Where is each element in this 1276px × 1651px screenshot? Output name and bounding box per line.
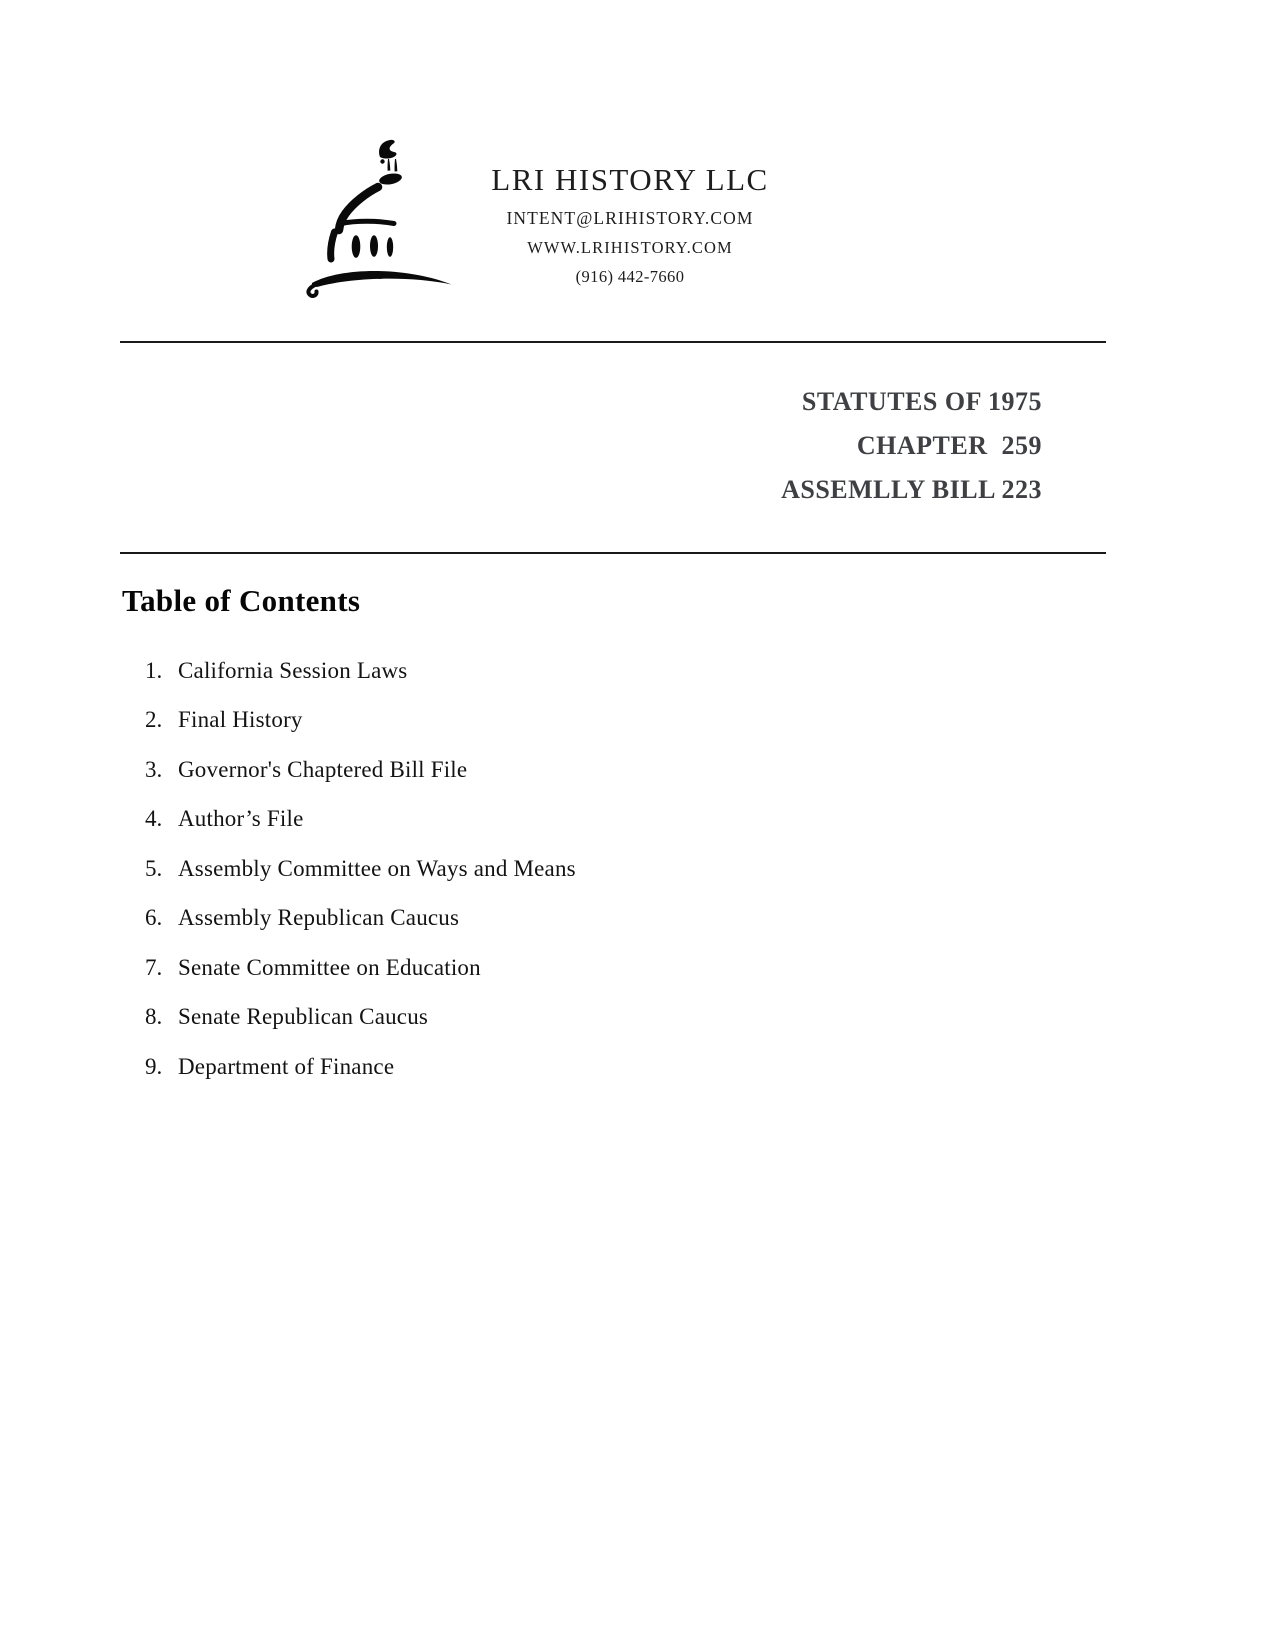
statutes-line: STATUTES OF 1975 (801, 387, 1042, 416)
toc-item-label: Assembly Committee on Ways and Means (178, 855, 576, 881)
phone-number: (916) 442-7660 (575, 267, 685, 286)
toc-item-number: 3. (145, 756, 163, 782)
toc-item-label: Author’s File (178, 806, 304, 832)
website-url: WWW.LRIHISTORY.COM (527, 238, 733, 257)
toc-item (145, 943, 576, 993)
toc-item (145, 894, 576, 944)
toc-item-number: 6. (145, 905, 163, 931)
toc-item (145, 844, 576, 894)
toc-item (145, 696, 576, 746)
toc-item-number: 7. (145, 954, 163, 980)
horizontal-divider-top (120, 341, 1106, 343)
toc-item (145, 795, 576, 845)
email-address: INTENT@LRIHISTORY.COM (506, 208, 754, 228)
toc-item-number: 9. (145, 1053, 163, 1079)
toc-item-label: Senate Republican Caucus (178, 1004, 429, 1030)
toc-item (145, 993, 576, 1043)
toc-list (145, 646, 576, 1092)
toc-item-label: California Session Laws (178, 657, 408, 683)
toc-item-number: 2. (145, 707, 163, 733)
toc-item-number: 4. (145, 806, 163, 832)
horizontal-divider-bottom (120, 552, 1106, 554)
chapter-line: CHAPTER 259 (856, 431, 1042, 460)
toc-item (145, 745, 576, 795)
toc-title: Table of Contents (122, 583, 361, 618)
toc-item-label: Department of Finance (178, 1053, 395, 1079)
toc-item (145, 1042, 576, 1092)
toc-item-label: Assembly Republican Caucus (178, 905, 460, 931)
toc-item-label: Final History (178, 707, 303, 733)
toc-item (145, 646, 576, 696)
company-name: LRI HISTORY LLC (491, 162, 769, 197)
toc-item-number: 5. (145, 855, 163, 881)
toc-item-label: Senate Committee on Education (178, 954, 481, 980)
case-reference-block (781, 380, 1042, 512)
toc-item-number: 1. (145, 657, 163, 683)
toc-item-label: Governor's Chaptered Bill File (178, 756, 468, 782)
bill-line: ASSEMLLY BILL 223 (781, 475, 1042, 504)
letterhead-contact-block (450, 160, 810, 290)
toc-item-number: 8. (145, 1004, 163, 1030)
